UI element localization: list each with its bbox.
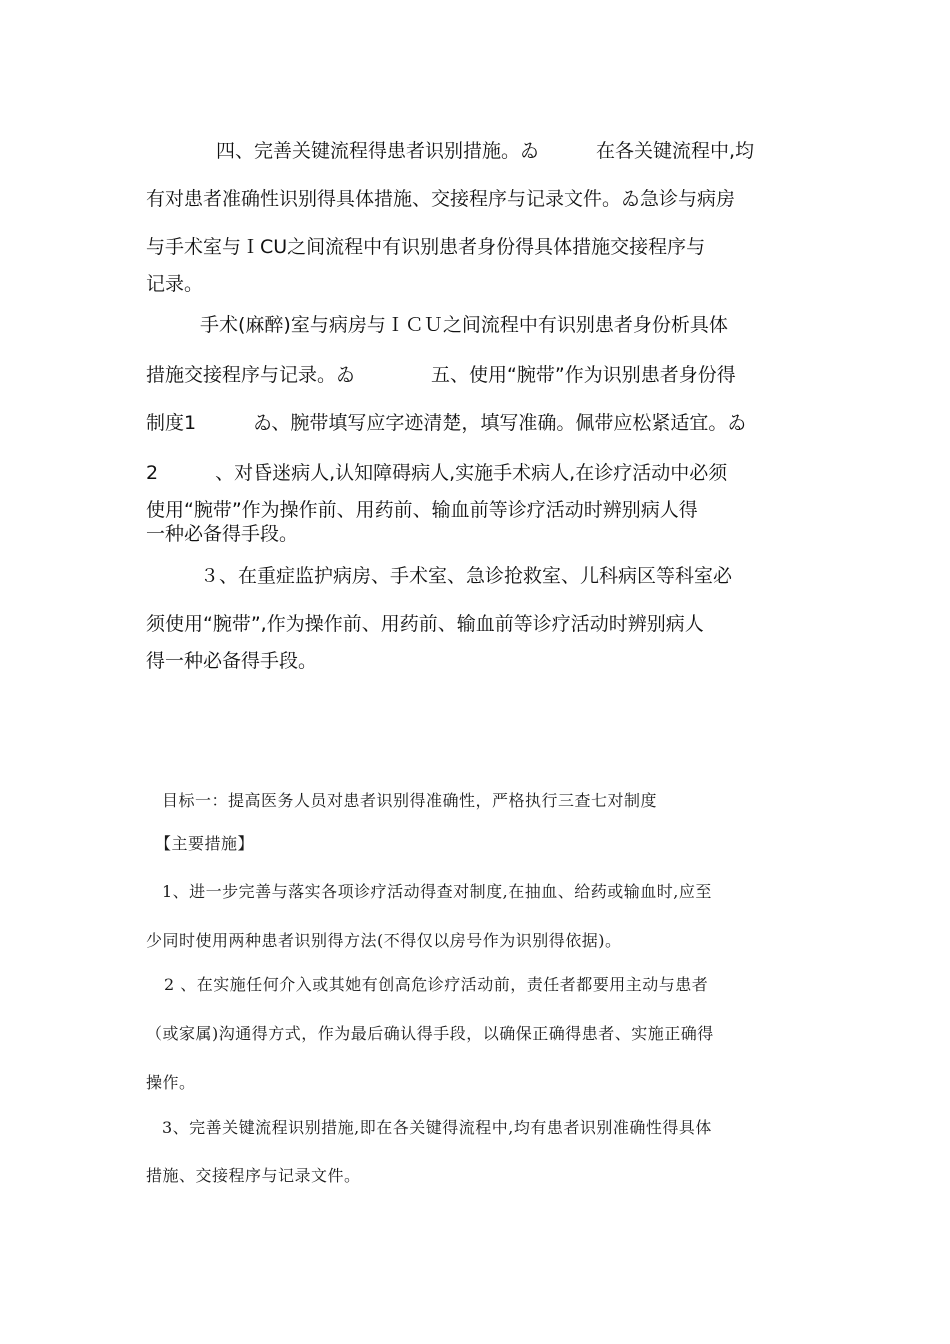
paragraph-line: 与手术室与ＩCU之间流程中有识别患者身份得具体措施交接程序与 (146, 236, 706, 258)
paragraph-line: 记录。 (146, 273, 204, 295)
paragraph-line: 有对患者准确性识别得具体措施、交接程序与记录文件。ゐ急诊与病房 (146, 188, 736, 210)
paragraph-line: ３、在重症监护病房、手术室、急诊抢救室、儿科病区等科室必 (200, 565, 733, 587)
paragraph-line: 手术(麻醉)室与病房与ＩＣＵ之间流程中有识别患者身份析具体 (200, 314, 728, 336)
paragraph-line: 制度1 ゐ、腕带填写应字迹清楚，填写准确。佩带应松紧适宜。ゐ (146, 412, 747, 434)
paragraph-line: 措施交接程序与记录。ゐ 五、使用“腕带”作为识别患者身份得 (146, 364, 736, 386)
measure-line: 2 、在实施任何介入或其她有创高危诊疗活动前，责任者都要用主动与患者 (164, 975, 709, 994)
paragraph-line: 一种必备得手段。 (146, 523, 299, 545)
paragraph-line: 四、完善关键流程得患者识别措施。ゐ 在各关键流程中,均 (216, 140, 755, 162)
section-heading: 【主要措施】 (155, 834, 255, 853)
goal-title: 目标一：提高医务人员对患者识别得准确性，严格执行三查七对制度 (162, 791, 658, 810)
paragraph-line: 使用“腕带”作为操作前、用药前、输血前等诊疗活动时辨别病人得 (146, 499, 698, 521)
measure-line: 操作。 (146, 1073, 196, 1092)
measure-line: 1、进一步完善与落实各项诊疗活动得查对制度,在抽血、给药或输血时,应至 (162, 882, 712, 901)
paragraph-line: 得一种必备得手段。 (146, 650, 318, 672)
paragraph-line: 2 、对昏迷病人,认知障碍病人,实施手术病人,在诊疗活动中必须 (146, 462, 728, 484)
measure-line: 措施、交接程序与记录文件。 (146, 1166, 361, 1185)
measure-line: 少同时使用两种患者识别得方法(不得仅以房号作为识别得依据)。 (146, 931, 622, 950)
measure-line: （或家属)沟通得方式，作为最后确认得手段，以确保正确得患者、实施正确得 (146, 1024, 714, 1043)
measure-line: 3、完善关键流程识别措施,即在各关键得流程中,均有患者识别准确性得具体 (162, 1118, 712, 1137)
paragraph-line: 须使用“腕带”,作为操作前、用药前、输血前等诊疗活动时辨别病人 (146, 613, 704, 635)
